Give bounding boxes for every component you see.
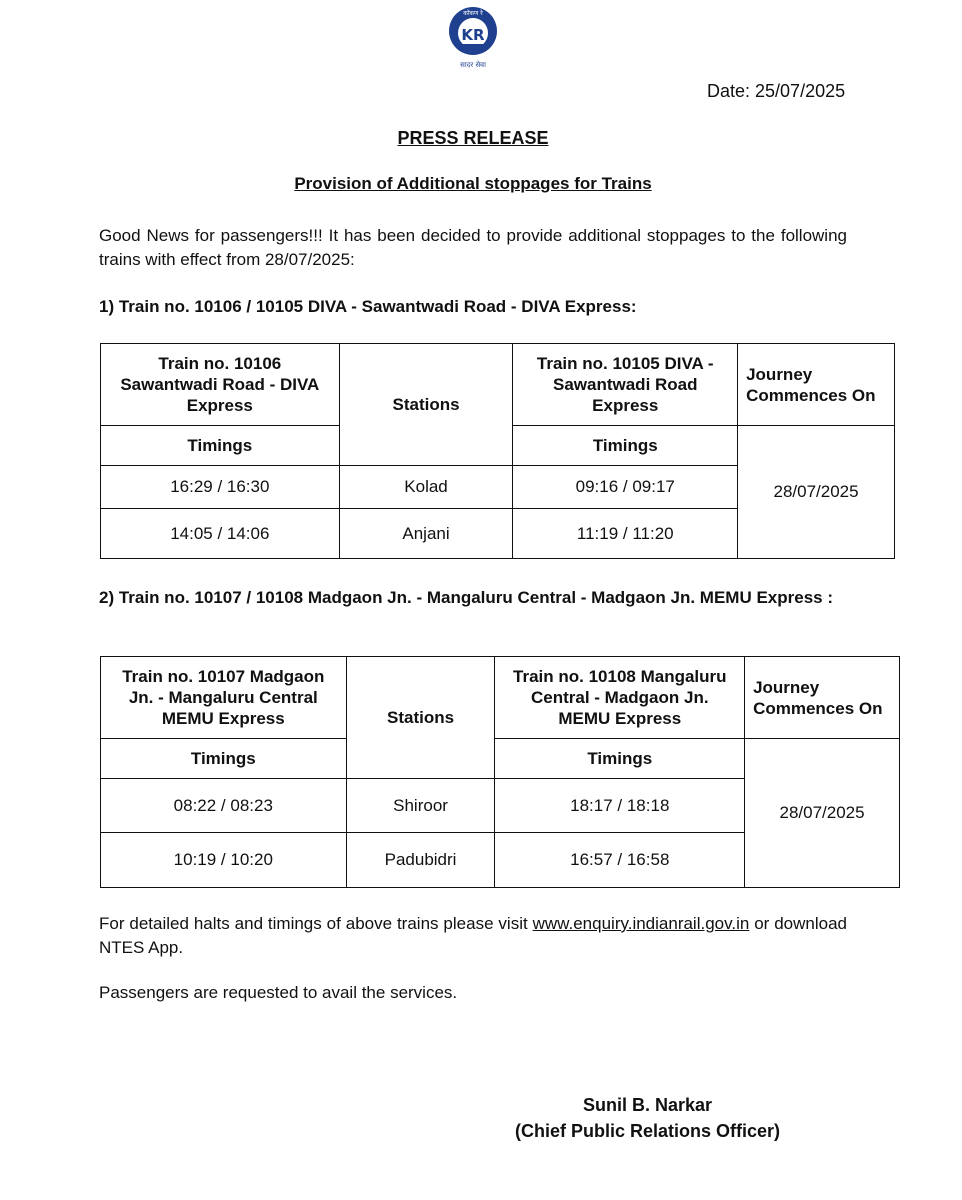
signatory-name: Sunil B. Narkar: [583, 1095, 713, 1115]
table1-row2-t2: 11:19 / 11:20: [513, 509, 738, 559]
logo-arc-text: कोंकण रे: [463, 10, 483, 17]
konkan-railway-logo: [445, 4, 501, 72]
table2-row1-t2: 18:17 / 18:18: [495, 779, 745, 833]
table2-col3-header: Train no. 10108 Mangaluru Central - Madgaon Jn. MEMU Express: [495, 657, 745, 739]
logo-letters: KR: [461, 26, 485, 44]
logo-caption: सादर सेवा: [460, 61, 486, 69]
section2-heading: 2) Train no. 10107 / 10108 Madgaon Jn. - Mangaluru Central - Madgaon Jn. MEMU Express :: [99, 588, 834, 607]
table2-journey-header: Journey Commences On: [745, 657, 900, 739]
table2-row1-t1: 08:22 / 08:23: [101, 779, 347, 833]
signatory-title: (Chief Public Relations Officer): [515, 1121, 781, 1141]
intro-paragraph: Good News for passengers!!! It has been decided to provide additional stoppages to the following trains with effect from 28/07/2025:: [99, 226, 847, 269]
footer-info: [99, 912, 847, 960]
section1-heading: 1) Train no. 10106 / 10105 DIVA - Sawantwadi Road - DIVA Express:: [99, 297, 637, 316]
table1-col1-header: Train no. 10106 Sawantwadi Road - DIVA Express: [101, 344, 340, 426]
footer-text-before: For detailed halts and timings of above trains please visit: [99, 914, 533, 933]
table1-row1-station: Kolad: [339, 466, 513, 509]
table2-col1-timings: Timings: [101, 739, 347, 779]
table1-col3-timings: Timings: [513, 426, 738, 466]
table1-stations-header: Stations: [339, 344, 513, 466]
table2-row2-t1: 10:19 / 10:20: [101, 833, 347, 888]
table1-row2-t1: 14:05 / 14:06: [101, 509, 340, 559]
page-subtitle: Provision of Additional stoppages for Trains: [294, 174, 652, 193]
table1-journey-header: Journey Commences On: [738, 344, 895, 426]
footer-note: Passengers are requested to avail the services.: [99, 983, 458, 1002]
train-table-2: [100, 656, 900, 888]
table1-col3-header: Train no. 10105 DIVA - Sawantwadi Road Express: [513, 344, 738, 426]
table2-row2-t2: 16:57 / 16:58: [495, 833, 745, 888]
page-title: PRESS RELEASE: [397, 128, 549, 148]
table1-col1-timings: Timings: [101, 426, 340, 466]
train-table-1: [100, 343, 895, 559]
table2-journey-date: 28/07/2025: [745, 739, 900, 888]
logo-base: [461, 44, 485, 50]
table1-row2-station: Anjani: [339, 509, 513, 559]
table2-col1-header: Train no. 10107 Madgaon Jn. - Mangaluru Central MEMU Express: [101, 657, 347, 739]
table1-journey-date: 28/07/2025: [738, 426, 895, 559]
table1-row1-t2: 09:16 / 09:17: [513, 466, 738, 509]
enquiry-link[interactable]: www.enquiry.indianrail.gov.in: [532, 914, 750, 933]
table2-stations-header: Stations: [346, 657, 495, 779]
table2-row1-station: Shiroor: [346, 779, 495, 833]
table2-col3-timings: Timings: [495, 739, 745, 779]
release-date: Date: 25/07/2025: [707, 81, 846, 101]
table2-row2-station: Padubidri: [346, 833, 495, 888]
table1-row1-t1: 16:29 / 16:30: [101, 466, 340, 509]
footer-text-after: or download NTES App.: [99, 914, 848, 957]
